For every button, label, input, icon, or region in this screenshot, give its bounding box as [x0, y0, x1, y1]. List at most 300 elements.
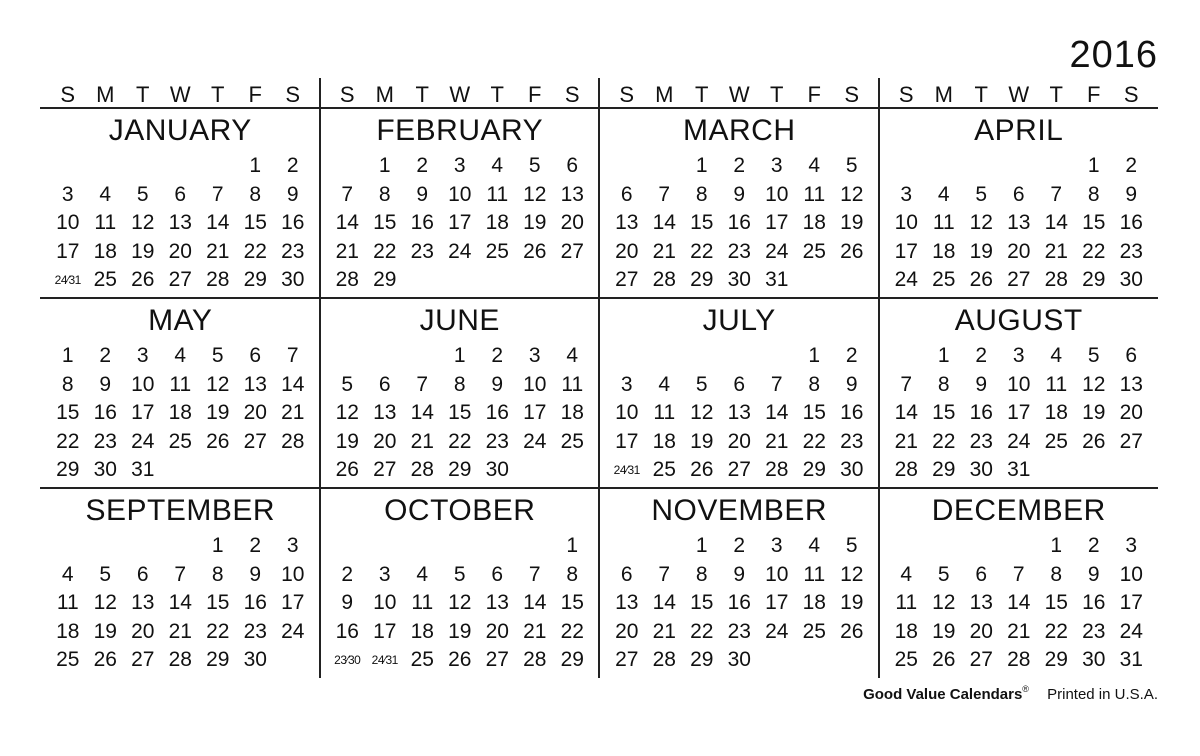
month-name: JANUARY: [108, 114, 252, 147]
day-cell: 13: [373, 401, 397, 424]
day-cell: 23: [727, 619, 751, 643]
day-cell: 14: [894, 401, 918, 424]
year-title: 2016: [1069, 34, 1158, 76]
day-cell: 10: [373, 591, 397, 614]
day-cell: 6: [378, 372, 391, 396]
day-cell: 13: [615, 591, 639, 614]
weekday-label: M: [96, 82, 115, 107]
day-cell: 22: [802, 429, 826, 453]
month-days: [888, 342, 1151, 485]
day-cell: 2: [99, 344, 112, 367]
day-cell: 17: [281, 591, 305, 614]
day-cell: 31: [1007, 458, 1031, 481]
empty-cell: [404, 532, 442, 561]
day-cell: 2: [491, 344, 504, 367]
month-name: MARCH: [683, 114, 796, 147]
month-september: [40, 488, 320, 678]
empty-cell: [441, 532, 479, 561]
day-cell: 4: [937, 182, 950, 206]
day-cell: 22: [1044, 619, 1068, 643]
footer: [863, 686, 1158, 703]
day-cell: 18: [168, 401, 192, 424]
day-cell: 25: [410, 648, 434, 671]
weekday-label: T: [136, 82, 150, 107]
day-cell: 9: [1125, 182, 1138, 206]
day-cell: 1: [61, 344, 74, 367]
day-cell: 16: [485, 401, 509, 424]
day-cell: 11: [932, 211, 955, 234]
day-cell: 28: [652, 268, 676, 291]
day-cell: 23: [1119, 239, 1143, 263]
weekday-label: S: [898, 82, 914, 107]
day-cell: 11: [411, 591, 434, 614]
day-cell: 30: [243, 648, 267, 671]
day-cell: 2: [286, 154, 299, 177]
empty-cell: [366, 342, 404, 371]
month-days: [329, 152, 592, 295]
month-days: [49, 342, 312, 485]
day-cell: 6: [975, 562, 988, 586]
day-cell: 17: [131, 401, 155, 424]
day-cell: 1: [808, 344, 821, 367]
day-cell: 16: [1119, 211, 1143, 234]
day-cell: 12: [93, 591, 117, 614]
empty-cell: [404, 342, 442, 371]
day-cell: 11: [169, 372, 192, 396]
day-cell: 30: [93, 458, 117, 481]
day-cell: 25: [93, 268, 117, 291]
day-cell: 26: [448, 648, 472, 671]
day-cell: 13: [727, 401, 751, 424]
calendar-grid: [40, 108, 1158, 678]
day-cell: 19: [969, 239, 993, 263]
day-cell: 2: [416, 154, 429, 177]
day-cell: 6: [174, 182, 187, 206]
day-cell: 20: [615, 619, 639, 643]
day-cell: 2: [1125, 154, 1138, 177]
month-days: [888, 152, 1151, 295]
day-cell: 29: [932, 458, 956, 481]
day-cell: 20: [131, 619, 155, 643]
day-cell: 29: [1044, 648, 1068, 671]
weekday-label: T: [211, 82, 225, 107]
month-march: [599, 108, 879, 298]
weekday-label: M: [934, 82, 953, 107]
day-cell: 18: [932, 239, 956, 263]
day-cell: 20: [1007, 239, 1031, 263]
day-cell: 20: [615, 239, 639, 263]
day-cell: 6: [566, 154, 579, 177]
day-cell: 28: [335, 268, 359, 291]
day-cell: 16: [840, 401, 864, 424]
day-cell: 12: [840, 182, 864, 206]
weekday-header-2: [320, 82, 600, 108]
empty-cell: [646, 342, 684, 371]
day-cell: 7: [1050, 182, 1063, 206]
day-cell: 18: [56, 619, 80, 643]
day-cell: 18: [410, 619, 434, 643]
day-cell: 18: [1044, 401, 1068, 424]
day-cell: 21: [1044, 239, 1068, 263]
day-cell: 29: [560, 648, 584, 671]
day-cell: 15: [56, 401, 80, 424]
day-cell: 6: [1012, 182, 1025, 206]
day-cell: 14: [765, 401, 789, 424]
day-cell: 4: [808, 534, 821, 557]
day-cell: 2: [975, 344, 988, 367]
day-cell: 22: [690, 239, 714, 263]
empty-cell: [124, 152, 162, 181]
day-cell: 20: [168, 239, 192, 263]
day-cell: 8: [1087, 182, 1100, 206]
day-cell: 21: [335, 239, 359, 263]
day-cell: 12: [448, 591, 472, 614]
day-cell: 15: [206, 591, 230, 614]
day-cell: 24: [281, 619, 305, 643]
day-cell: 22: [1082, 239, 1106, 263]
day-cell: 3: [528, 344, 541, 367]
day-cell: 8: [566, 562, 579, 586]
day-cell: 19: [206, 401, 230, 424]
day-cell: 13: [1119, 372, 1143, 396]
day-cell: 10: [615, 401, 639, 424]
month-days: [888, 532, 1151, 675]
day-cell: 19: [840, 591, 864, 614]
day-cell: 24: [1007, 429, 1031, 453]
day-cell: 2: [249, 534, 262, 557]
day-cell: 5: [99, 562, 112, 586]
month-days: [608, 152, 871, 295]
day-cell: 13: [969, 591, 993, 614]
day-cell: 17: [523, 401, 547, 424]
day-cell: 5: [845, 534, 858, 557]
month-days: [608, 342, 871, 485]
day-cell: 19: [1082, 401, 1106, 424]
day-cell: 12: [840, 562, 864, 586]
month-days: [608, 532, 871, 675]
day-cell: 23: [1082, 619, 1106, 643]
day-cell: 23: [410, 239, 434, 263]
empty-cell: [963, 152, 1001, 181]
day-cell: 26: [690, 458, 714, 481]
empty-cell: [925, 152, 963, 181]
weekday-label: S: [564, 82, 580, 107]
day-cell: 30: [1119, 268, 1143, 291]
day-cell: 7: [174, 562, 187, 586]
day-cell: 11: [94, 211, 117, 234]
day-cell: 27: [615, 648, 639, 671]
day-cell: 28: [894, 458, 918, 481]
day-cell: 7: [658, 562, 671, 586]
weekday-label: S: [844, 82, 860, 107]
day-cell: 11: [56, 591, 79, 614]
day-cell: 10: [523, 372, 547, 396]
day-cell: 19: [93, 619, 117, 643]
empty-cell: [646, 152, 684, 181]
weekday-label: M: [655, 82, 674, 107]
month-february: [320, 108, 600, 298]
day-cell: 14: [168, 591, 192, 614]
day-cell: 11: [895, 591, 918, 614]
day-cell: 12: [335, 401, 359, 424]
day-cell: 19: [523, 211, 547, 234]
month-december: [879, 488, 1159, 678]
day-cell: 24: [765, 239, 789, 263]
day-cell: 17: [615, 429, 639, 453]
day-cell: 11: [1045, 372, 1068, 396]
day-cell: 16: [1082, 591, 1106, 614]
day-cell: 23: [243, 619, 267, 643]
day-cell: 24: [765, 619, 789, 643]
day-cell: 13: [131, 591, 155, 614]
day-cell: 5: [1087, 344, 1100, 367]
day-cell: 27: [243, 429, 267, 453]
day-cell: 16: [727, 211, 751, 234]
day-cell: 8: [808, 372, 821, 396]
day-cell: 29: [373, 268, 397, 291]
day-cell: 19: [131, 239, 155, 263]
weekday-label: T: [415, 82, 429, 107]
day-cell: 29: [206, 648, 230, 671]
day-cell: 20: [969, 619, 993, 643]
day-cell: 29: [448, 458, 472, 481]
empty-cell: [758, 342, 796, 371]
day-cell: 9: [733, 182, 746, 206]
day-cell: 15: [1044, 591, 1068, 614]
day-cell: 29: [690, 648, 714, 671]
day-cell: 26: [523, 239, 547, 263]
day-cell: 28: [281, 429, 305, 453]
day-cell: 29: [243, 268, 267, 291]
weekday-label: F: [528, 82, 542, 107]
day-cell: 22: [243, 239, 267, 263]
weekday-header-3: [599, 82, 879, 108]
day-cell: 15: [243, 211, 267, 234]
day-cell: 17: [373, 619, 397, 643]
day-cell: 21: [410, 429, 434, 453]
day-cell: 14: [652, 591, 676, 614]
day-cell: 30: [969, 458, 993, 481]
weekday-label: T: [974, 82, 988, 107]
day-cell: 17: [448, 211, 472, 234]
day-cell: 20: [485, 619, 509, 643]
weekday-header-1: [40, 82, 320, 108]
month-june: [320, 298, 600, 488]
month-days: [49, 152, 312, 295]
month-name: DECEMBER: [931, 494, 1106, 527]
day-cell: 20: [243, 401, 267, 424]
day-cell: 13: [1007, 211, 1031, 234]
day-cell: 1: [1087, 154, 1100, 177]
day-cell: 5: [453, 562, 466, 586]
month-november: [599, 488, 879, 678]
day-cell: 8: [453, 372, 466, 396]
month-name: MAY: [148, 304, 213, 337]
month-name: JULY: [702, 304, 776, 337]
month-august: [879, 298, 1159, 488]
day-cell: 23: [485, 429, 509, 453]
month-name: SEPTEMBER: [85, 494, 276, 527]
day-cell: 15: [690, 211, 714, 234]
day-cell: 10: [56, 211, 80, 234]
day-cell: 4: [491, 154, 504, 177]
day-cell: 5: [341, 372, 354, 396]
day-cell: 21: [652, 619, 676, 643]
day-cell: 25: [894, 648, 918, 671]
day-cell: 17: [1119, 591, 1143, 614]
day-cell: 1: [695, 154, 708, 177]
empty-cell: [162, 152, 200, 181]
day-cell: 24⁄31: [371, 653, 398, 667]
day-cell: 7: [1012, 562, 1025, 586]
day-cell: 25: [932, 268, 956, 291]
empty-cell: [329, 342, 367, 371]
day-cell: 14: [1044, 211, 1068, 234]
day-cell: 26: [206, 429, 230, 453]
day-cell: 7: [528, 562, 541, 586]
day-cell: 9: [286, 182, 299, 206]
day-cell: 5: [211, 344, 224, 367]
day-cell: 23: [727, 239, 751, 263]
day-cell: 7: [416, 372, 429, 396]
day-cell: 4: [658, 372, 671, 396]
day-cell: 7: [658, 182, 671, 206]
day-cell: 16: [727, 591, 751, 614]
empty-cell: [888, 342, 926, 371]
weekday-label: W: [169, 82, 191, 107]
printed-in-text: Printed in U.S.A.: [1047, 686, 1158, 703]
weekday-label: F: [1087, 82, 1101, 107]
day-cell: 12: [690, 401, 714, 424]
day-cell: 26: [335, 458, 359, 481]
day-cell: 7: [286, 344, 299, 367]
empty-cell: [199, 152, 237, 181]
day-cell: 28: [206, 268, 230, 291]
empty-cell: [329, 152, 367, 181]
day-cell: 20: [727, 429, 751, 453]
day-cell: 4: [566, 344, 579, 367]
day-cell: 14: [335, 211, 359, 234]
day-cell: 16: [969, 401, 993, 424]
weekday-label: F: [807, 82, 821, 107]
empty-cell: [888, 152, 926, 181]
day-cell: 15: [690, 591, 714, 614]
empty-cell: [608, 342, 646, 371]
day-cell: 2: [1087, 534, 1100, 557]
day-cell: 24⁄31: [613, 463, 640, 477]
day-cell: 9: [975, 372, 988, 396]
day-cell: 15: [560, 591, 584, 614]
day-cell: 17: [765, 591, 789, 614]
day-cell: 10: [765, 182, 789, 206]
day-cell: 13: [560, 182, 584, 206]
day-cell: 3: [378, 562, 391, 586]
empty-cell: [516, 532, 554, 561]
day-cell: 24: [894, 268, 918, 291]
day-cell: 8: [695, 182, 708, 206]
empty-cell: [608, 532, 646, 561]
day-cell: 30: [727, 268, 751, 291]
empty-cell: [963, 532, 1001, 561]
day-cell: 24: [448, 239, 472, 263]
day-cell: 11: [653, 401, 676, 424]
empty-cell: [366, 532, 404, 561]
day-cell: 14: [206, 211, 230, 234]
month-july: [599, 298, 879, 488]
empty-cell: [721, 342, 759, 371]
day-cell: 17: [765, 211, 789, 234]
month-name: OCTOBER: [384, 494, 536, 527]
month-name: JUNE: [419, 304, 500, 337]
weekday-label: T: [695, 82, 709, 107]
day-cell: 4: [174, 344, 187, 367]
empty-cell: [683, 342, 721, 371]
day-cell: 1: [566, 534, 579, 557]
weekday-label: T: [1049, 82, 1063, 107]
day-cell: 21: [894, 429, 918, 453]
day-cell: 17: [894, 239, 918, 263]
weekday-label: T: [770, 82, 784, 107]
empty-cell: [124, 532, 162, 561]
day-cell: 29: [1082, 268, 1106, 291]
day-cell: 15: [373, 211, 397, 234]
day-cell: 28: [410, 458, 434, 481]
weekday-label: W: [728, 82, 750, 107]
day-cell: 4: [416, 562, 429, 586]
day-cell: 1: [695, 534, 708, 557]
day-cell: 7: [211, 182, 224, 206]
day-cell: 14: [652, 211, 676, 234]
day-cell: 27: [168, 268, 192, 291]
day-cell: 18: [93, 239, 117, 263]
weekday-label: F: [248, 82, 262, 107]
day-cell: 8: [378, 182, 391, 206]
day-cell: 20: [373, 429, 397, 453]
day-cell: 15: [932, 401, 956, 424]
day-cell: 3: [286, 534, 299, 557]
day-cell: 16: [281, 211, 305, 234]
day-cell: 6: [733, 372, 746, 396]
weekday-label: S: [339, 82, 355, 107]
empty-cell: [1038, 152, 1076, 181]
day-cell: 3: [61, 182, 74, 206]
day-cell: 27: [1119, 429, 1143, 453]
day-cell: 21: [1007, 619, 1031, 643]
day-cell: 28: [168, 648, 192, 671]
day-cell: 4: [99, 182, 112, 206]
day-cell: 27: [373, 458, 397, 481]
day-cell: 3: [770, 154, 783, 177]
day-cell: 22: [560, 619, 584, 643]
day-cell: 27: [1007, 268, 1031, 291]
day-cell: 7: [770, 372, 783, 396]
day-cell: 10: [448, 182, 472, 206]
day-cell: 23: [281, 239, 305, 263]
day-cell: 16: [93, 401, 117, 424]
month-days: [49, 532, 312, 675]
day-cell: 10: [894, 211, 918, 234]
day-cell: 5: [695, 372, 708, 396]
day-cell: 28: [1007, 648, 1031, 671]
day-cell: 9: [491, 372, 504, 396]
day-cell: 28: [523, 648, 547, 671]
day-cell: 12: [1082, 372, 1106, 396]
day-cell: 28: [765, 458, 789, 481]
day-cell: 25: [56, 648, 80, 671]
day-cell: 1: [1050, 534, 1063, 557]
day-cell: 22: [206, 619, 230, 643]
day-cell: 31: [765, 268, 789, 291]
